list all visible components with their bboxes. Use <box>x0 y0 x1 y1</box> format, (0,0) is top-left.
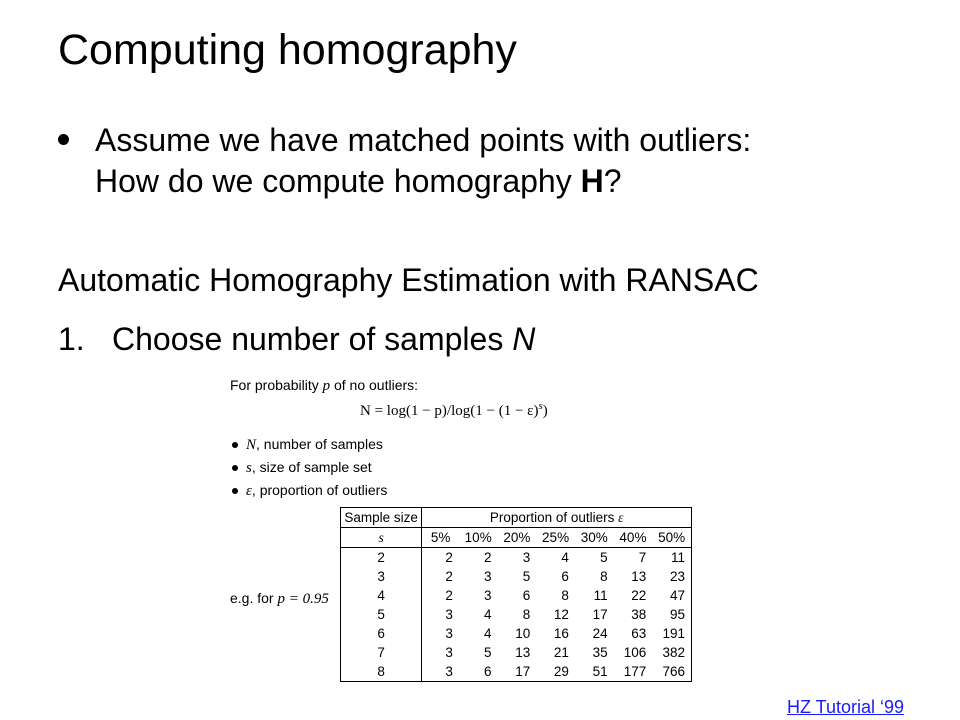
table-row <box>341 605 692 624</box>
table-cell-s: 2 <box>341 548 422 568</box>
step-variable: N <box>512 321 536 357</box>
definition-text: , proportion of outliers <box>251 482 388 498</box>
example-text: e.g. for <box>230 590 278 606</box>
table-row <box>341 567 692 586</box>
homography-symbol: H <box>580 163 604 199</box>
figure-intro-end: of no outliers: <box>330 377 419 393</box>
citation-link[interactable]: HZ Tutorial ‘99 <box>787 697 905 717</box>
figure-intro-text: For probability <box>230 377 323 393</box>
table-cell: 12 <box>553 607 569 622</box>
table-cell-s: 8 <box>341 662 422 682</box>
table-cell: 16 <box>553 626 569 641</box>
table-cell: 17 <box>592 607 608 622</box>
table-cell-s: 3 <box>341 567 422 586</box>
column-header-proportion <box>422 508 692 528</box>
bullet-text <box>95 120 751 202</box>
table-cell: 3 <box>445 645 453 660</box>
table-cell-s: 5 <box>341 605 422 624</box>
table-cell: 8 <box>522 607 531 622</box>
table-cell: 3 <box>522 550 531 565</box>
table-cell: 4 <box>561 550 569 565</box>
table-cell: 13 <box>631 569 647 584</box>
example-math: p = 0.95 <box>277 591 329 607</box>
table-cell-s: 7 <box>341 643 422 662</box>
definition-item <box>232 482 387 500</box>
figure-intro-var: p <box>322 378 331 394</box>
table-cell: 3 <box>445 626 453 641</box>
bullet-line-2 <box>95 161 751 202</box>
table-cell: 6 <box>561 569 569 584</box>
table-cell: 2 <box>445 588 453 603</box>
table-cell: 35 <box>592 645 608 660</box>
definition-var: ε <box>246 483 252 499</box>
formula-body: N = log(1 − p)/log(1 − (1 − ε) <box>360 403 539 419</box>
table-row <box>341 643 692 662</box>
table-cell: 6 <box>484 664 492 679</box>
table-cell: 47 <box>669 588 685 603</box>
definition-item <box>232 436 383 454</box>
table-cell: 63 <box>631 626 647 641</box>
subheader-s-var: s <box>378 530 384 545</box>
table-cell: 177 <box>623 664 647 679</box>
column-header-proportion-var: ε <box>618 510 624 525</box>
column-header: 30% <box>575 528 614 548</box>
table-cell: 17 <box>515 664 531 679</box>
column-header: 20% <box>498 528 537 548</box>
table-cell: 6 <box>522 588 531 603</box>
table-row <box>341 548 692 568</box>
table-row <box>341 624 692 643</box>
table-cell: 5 <box>600 550 608 565</box>
definition-text: , size of sample set <box>251 459 372 475</box>
table-cell: 3 <box>484 569 492 584</box>
column-header-sample-size: Sample size <box>341 508 422 528</box>
subheader-s <box>341 528 422 548</box>
table-cell: 4 <box>484 626 492 641</box>
column-header: 5% <box>422 528 459 548</box>
sample-count-formula <box>360 400 548 420</box>
table-cell: 191 <box>662 626 685 641</box>
ransac-samples-table <box>340 507 692 682</box>
bullet-dot-icon <box>232 488 238 494</box>
table-cell: 22 <box>631 588 647 603</box>
table-cell-s: 4 <box>341 586 422 605</box>
subheading: Automatic Homography Estimation with RANSAC <box>58 262 759 298</box>
figure-intro <box>230 377 418 395</box>
table-subheader-row <box>341 528 692 548</box>
table-cell: 3 <box>445 607 453 622</box>
table-cell: 10 <box>515 626 531 641</box>
table-cell: 95 <box>669 607 685 622</box>
column-header: 50% <box>652 528 691 548</box>
bullet-dot-icon <box>58 134 69 145</box>
table-cell: 11 <box>593 588 608 603</box>
table-cell: 7 <box>638 550 647 565</box>
table-cell: 8 <box>600 569 608 584</box>
table-cell: 4 <box>484 607 492 622</box>
column-header: 25% <box>536 528 575 548</box>
ransac-figure <box>222 372 692 694</box>
step-1 <box>58 318 535 360</box>
table-cell: 11 <box>670 550 685 565</box>
table-cell: 382 <box>662 645 685 660</box>
table-cell: 23 <box>669 569 685 584</box>
formula-exponent: s <box>538 400 543 412</box>
bullet-dot-icon <box>232 442 238 448</box>
definition-var: s <box>246 460 252 476</box>
table-row <box>341 662 692 682</box>
table-cell: 21 <box>553 645 569 660</box>
table-cell: 3 <box>445 664 453 679</box>
formula-close: ) <box>542 403 548 419</box>
table-cell: 5 <box>522 569 531 584</box>
table-cell: 51 <box>592 664 608 679</box>
table-cell: 29 <box>553 664 569 679</box>
bullet-line-2-end: ? <box>603 163 622 199</box>
table-cell-s: 6 <box>341 624 422 643</box>
table-cell: 3 <box>484 588 492 603</box>
table-cell: 2 <box>445 569 453 584</box>
definition-text: , number of samples <box>256 436 383 452</box>
table-cell: 13 <box>515 645 531 660</box>
table-row <box>341 586 692 605</box>
bullet-dot-icon <box>232 465 238 471</box>
bullet-line-1: Assume we have matched points with outliers: <box>95 122 752 158</box>
column-header: 40% <box>614 528 653 548</box>
definition-var: N <box>246 437 257 453</box>
step-text: Choose number of samples <box>112 321 513 357</box>
table-cell: 106 <box>623 645 647 660</box>
example-label <box>230 590 329 608</box>
table-cell: 5 <box>484 645 492 660</box>
table-cell: 766 <box>662 664 685 679</box>
step-number: 1. <box>58 321 85 357</box>
table-cell: 38 <box>631 607 647 622</box>
slide-title: Computing homography <box>58 26 517 74</box>
table-header-row <box>341 508 692 528</box>
definition-item <box>232 459 372 477</box>
table-cell: 24 <box>592 626 608 641</box>
table-cell: 8 <box>561 588 569 603</box>
column-header: 10% <box>459 528 498 548</box>
table-cell: 2 <box>484 550 492 565</box>
bullet-line-2-text: How do we compute homography <box>95 163 581 199</box>
table-cell: 2 <box>445 550 453 565</box>
column-header-proportion-text: Proportion of outliers <box>489 510 619 525</box>
